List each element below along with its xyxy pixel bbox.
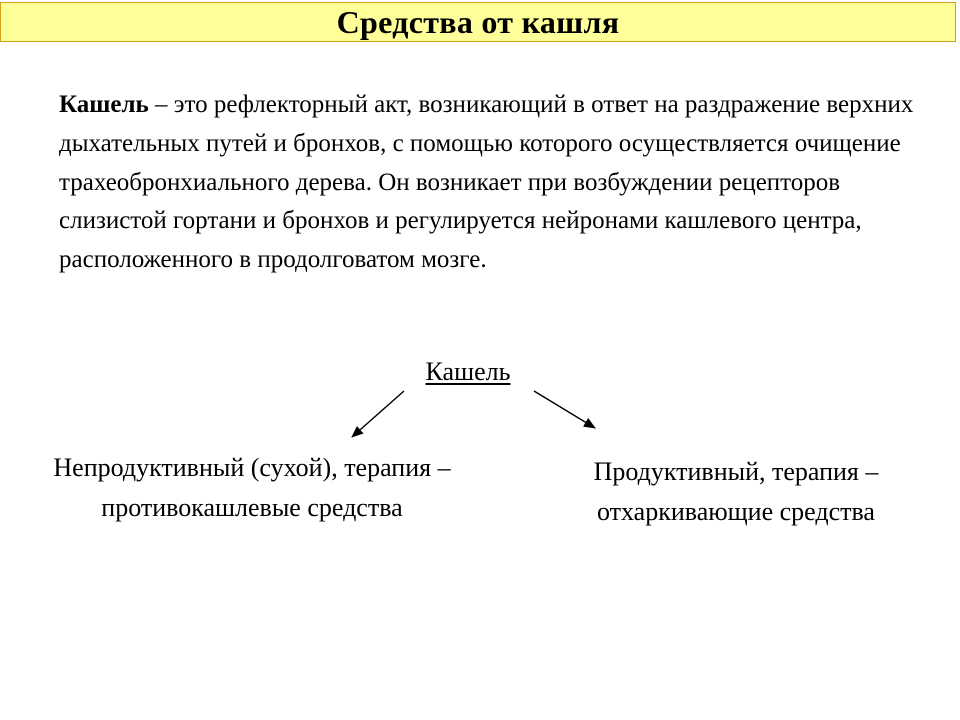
definition-term: Кашель <box>59 91 149 118</box>
right-branch-line1: Продуктивный, терапия – <box>593 457 879 486</box>
diagram-root <box>300 352 636 392</box>
right-branch-line2: отхаркивающие средства <box>597 497 875 526</box>
right-branch <box>546 452 926 532</box>
left-branch-line1: Непродуктивный (сухой), терапия – <box>53 453 451 482</box>
diagram-root-label: Кашель <box>425 357 511 386</box>
arrow-to-right-branch <box>534 391 595 428</box>
slide-title: Средства от кашля <box>336 4 620 40</box>
definition-text: – это рефлекторный акт, возникающий в ответ на раздражение верхних дыхательных путей и бронхов, с помощью которого осуществляется очищение трахеобронхиального дерева. Он возникает при возбуждении рецепторов слизистой гортани и бронхов и регулируется нейронами кашлевого центра, расположенного в продолговатом мозге. <box>59 91 914 274</box>
left-branch-line2: противокашлевые средства <box>101 493 403 522</box>
arrow-to-left-branch <box>352 391 404 437</box>
left-branch <box>0 448 504 528</box>
